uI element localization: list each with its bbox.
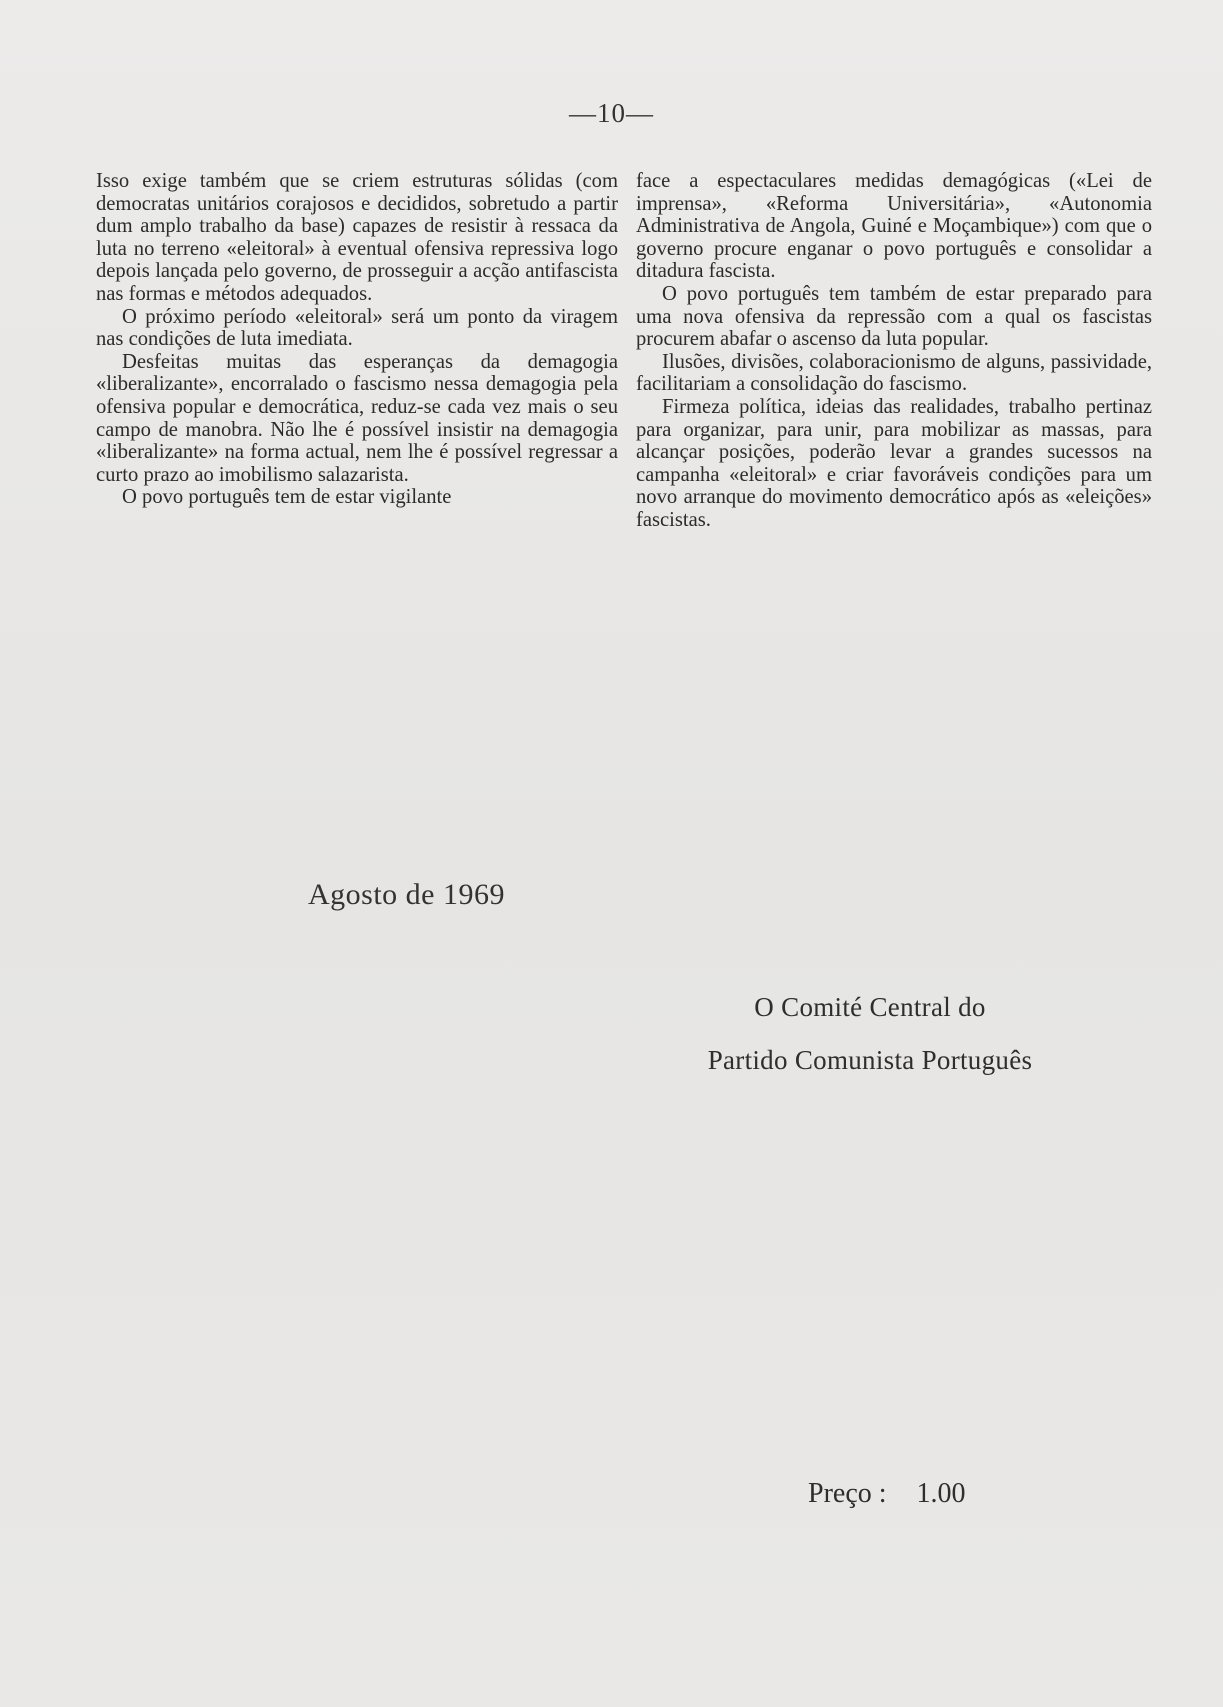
signature-line-1: O Comité Central do [754,992,986,1022]
paragraph: O próximo período «eleitoral» será um ponto da viragem nas condições de luta imediata. [96,305,618,351]
right-column [636,170,1152,532]
signature-line-2: Partido Comunista Português [707,1045,1033,1075]
price-row [808,1478,966,1510]
page-number: —10— [569,98,654,128]
paragraph: Firmeza política, ideias das realidades, trabalho pertinaz para organizar, para unir, para mobilizar as massas, para alcançar posições, poderão levar a grandes sucessos na campanha «eleitoral» e criar favoráveis condições para um novo arranque do movimento democrático após as «eleições» fascistas. [636,395,1152,531]
paragraph: Ilusões, divisões, colaboracionismo de alguns, passividade, facilitariam a consolidação do fascismo. [636,350,1152,396]
left-column [96,170,618,509]
paragraph: O povo português tem também de estar preparado para uma nova ofensiva da repressão com a qual os fascistas procurem abafar o ascenso da luta popular. [636,282,1152,351]
paragraph: O povo português tem de estar vigilante [122,486,452,509]
dateline: Agosto de 1969 [308,878,505,911]
paragraph: Isso exige também que se criem estruturas sólidas (com democratas unitários corajosos e decididos, sobretudo a partir dum amplo trabalho da base) capazes de resistir à ressaca da luta no terreno «eleitoral» à eventual ofensiva repressiva logo depois lançada pelo governo, de prosseguir a acção antifascista nas formas e métodos adequados. [96,170,618,305]
paragraph: face a espectaculares medidas demagógicas («Lei de imprensa», «Reforma Universitária», «Autonomia Administrativa de Angola, Guiné e Moçambique») com que o governo procure enganar o povo português e consolidar a ditadura fascista. [636,170,1152,283]
price-value: 1.00 [916,1478,966,1509]
price-label: Preço : [808,1478,887,1509]
paragraph: Desfeitas muitas das esperanças da demagogia «liberalizante», encorralado o fascismo nessa demagogia pela ofensiva popular e democrática, reduz-se cada vez mais o seu campo de manobra. Não lhe é possível insistir na demagogia «liberalizante» na forma actual, nem lhe é possível regressar a curto prazo ao imobilismo salazarista. [96,350,618,486]
